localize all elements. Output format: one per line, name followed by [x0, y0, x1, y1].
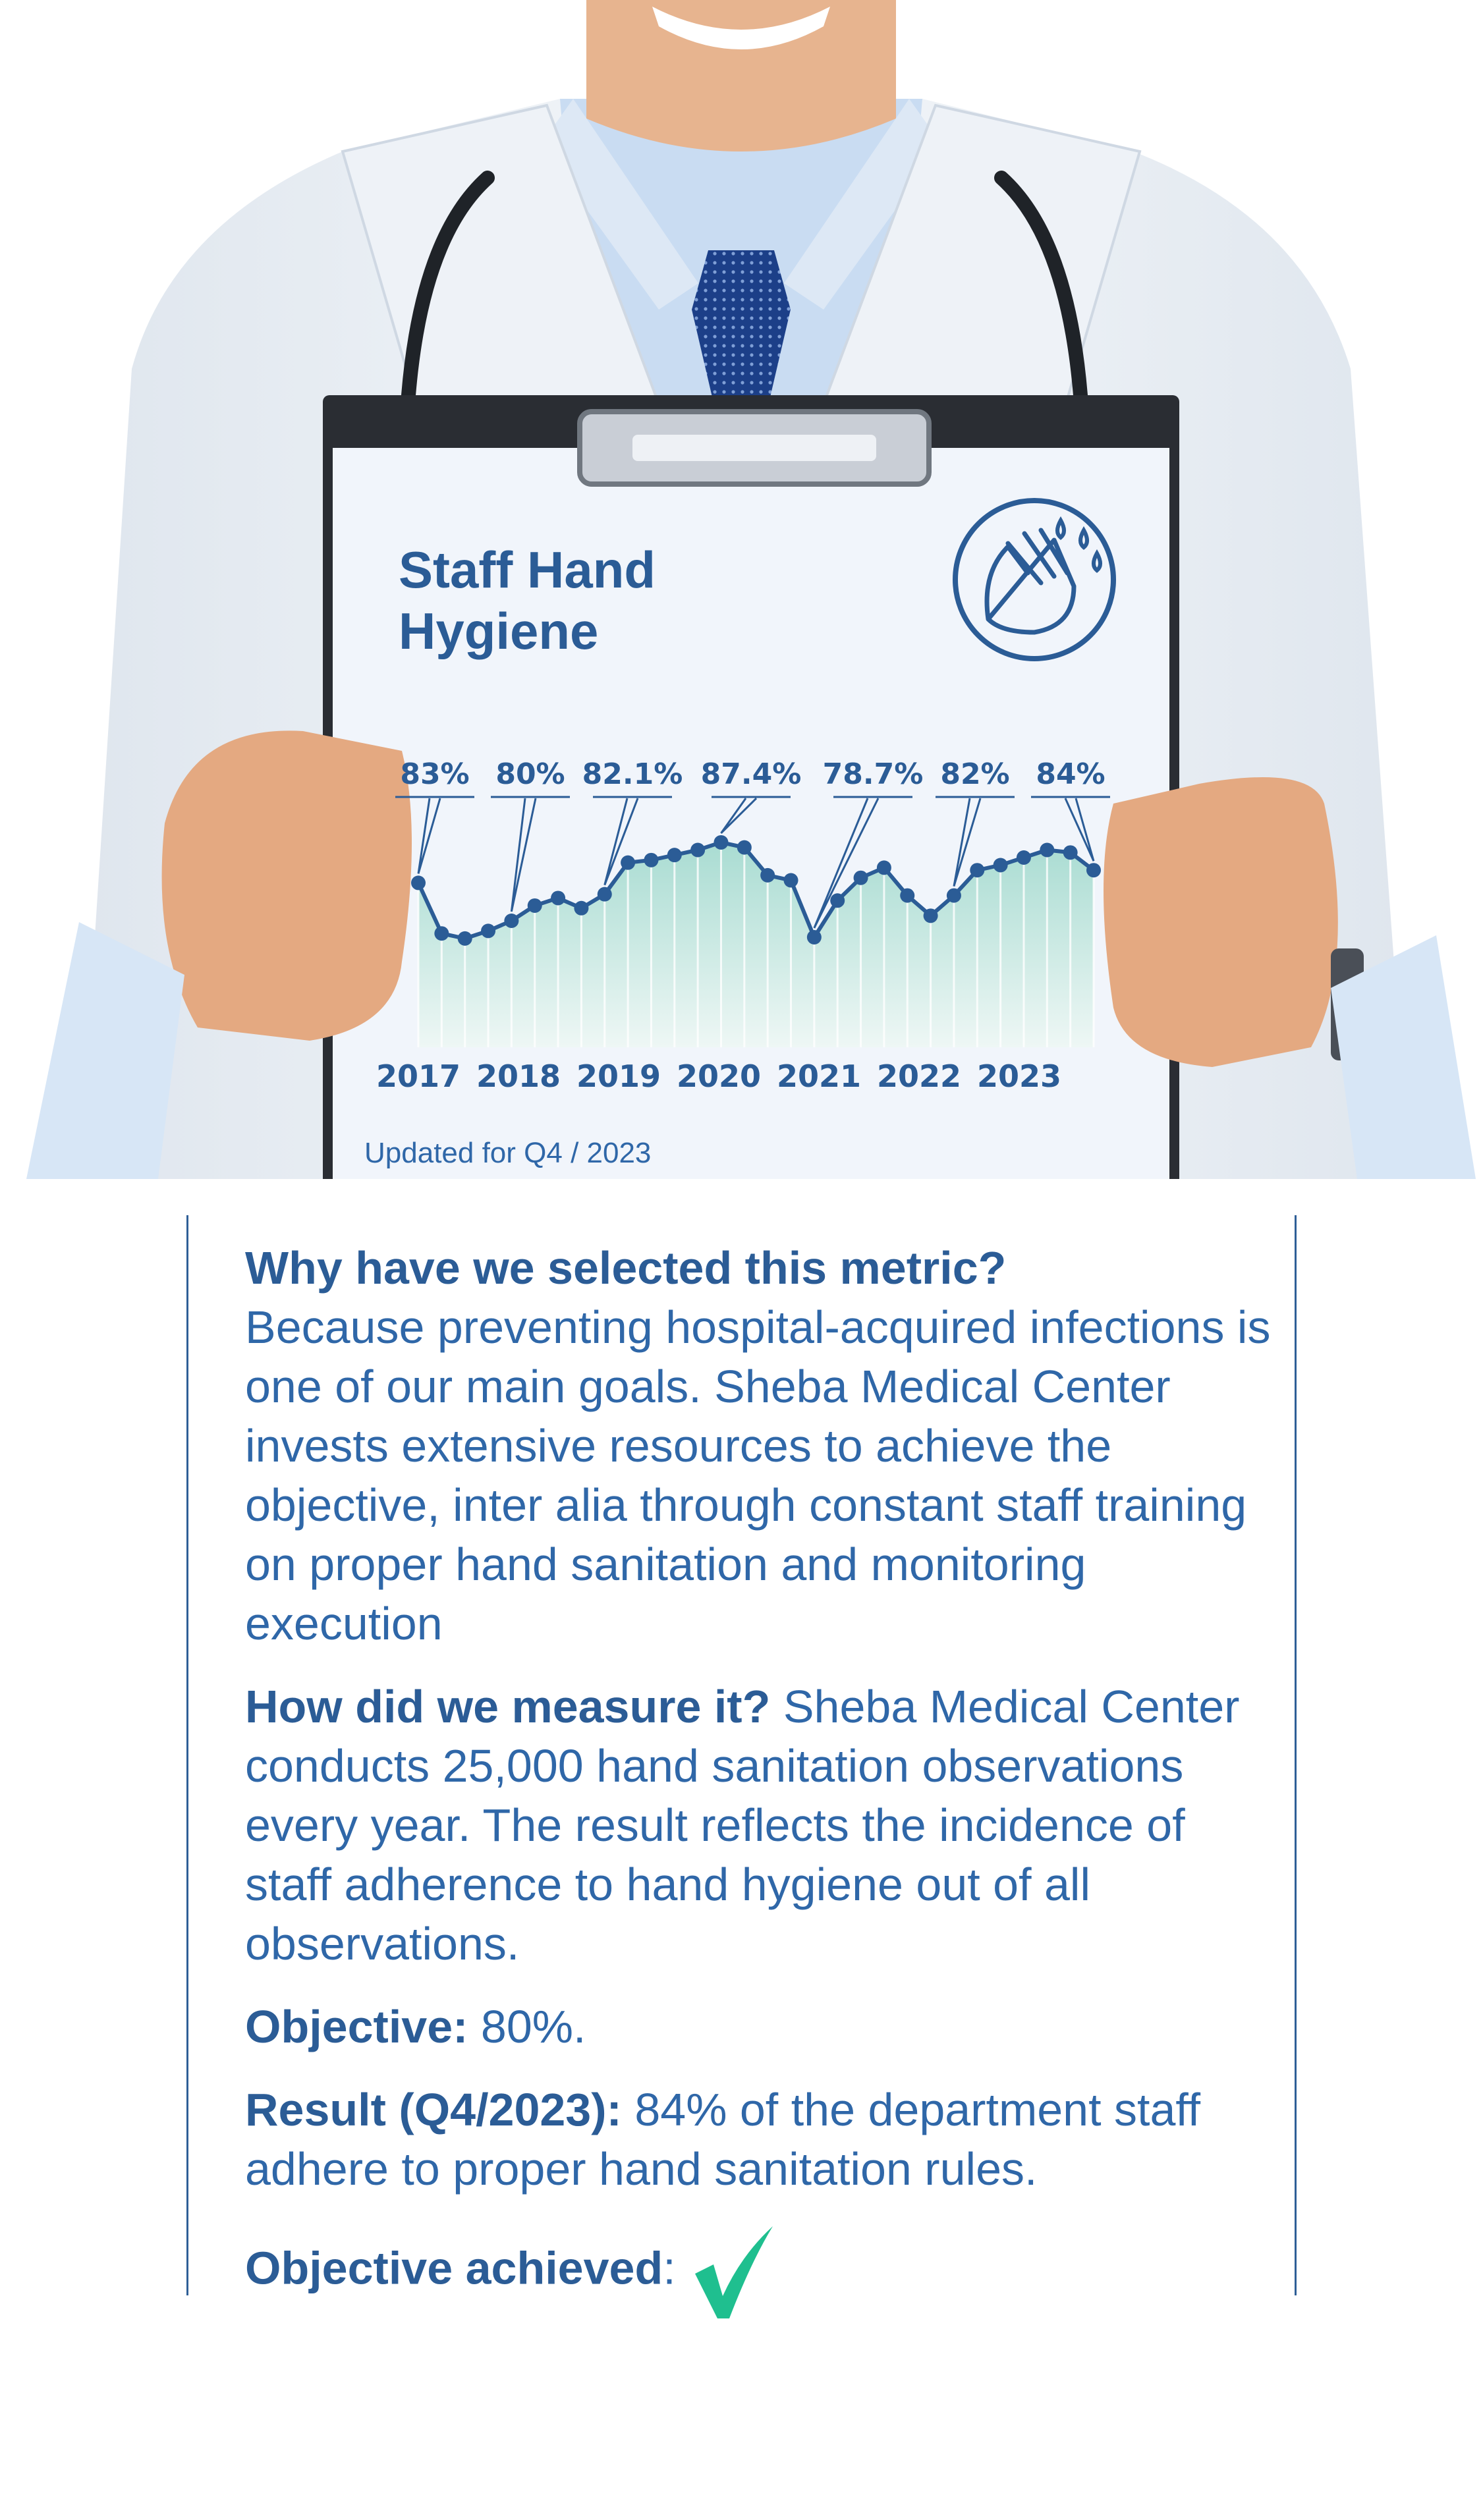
data-point: [737, 840, 752, 855]
x-tick-label: 2021: [776, 1058, 862, 1094]
x-tick-label: 2019: [576, 1058, 661, 1094]
result-text: 84% of the department staff adhere to proper hand sanitation rules.: [245, 2084, 1201, 2195]
data-point: [784, 873, 798, 888]
how-text: Sheba Medical Center conducts 25,000 hand sanitation observations every year. The result reflects the incidence of staff adherence to hand hygiene out of all observations.: [245, 1681, 1240, 1969]
callout-label: 83%: [400, 757, 470, 791]
face: [586, 0, 896, 151]
data-point: [1086, 863, 1101, 877]
x-tick-label: 2018: [476, 1058, 561, 1094]
data-point: [574, 901, 588, 916]
achieved-label: Objective achieved: [245, 2242, 663, 2294]
callout-label: 82.1%: [582, 757, 683, 791]
data-point: [807, 930, 822, 945]
why-label: Why have we selected this metric?: [245, 1242, 1007, 1294]
board-title-line2: Hygiene: [399, 602, 599, 660]
x-tick-label: 2022: [876, 1058, 962, 1094]
right-hand: [1104, 777, 1338, 1067]
checkmark-icon: [688, 2222, 774, 2321]
result-label: Result (Q4/2023):: [245, 2084, 622, 2135]
data-point: [411, 875, 426, 890]
doctor-illustration: [0, 0, 1483, 1179]
x-tick-label: 2017: [376, 1058, 461, 1094]
data-point: [644, 853, 658, 867]
data-point: [504, 914, 518, 928]
left-hand: [162, 730, 412, 1041]
data-point: [528, 898, 542, 913]
x-tick-label: 2020: [676, 1058, 762, 1094]
data-point: [947, 889, 961, 903]
callout-label: 78.7%: [822, 757, 924, 791]
data-point: [877, 860, 891, 875]
data-point: [760, 868, 775, 883]
data-point: [690, 842, 705, 857]
data-point: [924, 908, 938, 923]
callout-label: 87.4%: [700, 757, 802, 791]
data-point: [598, 887, 612, 902]
data-point: [434, 926, 449, 941]
data-point: [714, 835, 728, 850]
data-point: [970, 863, 984, 877]
objective-value: 80%.: [480, 2001, 586, 2052]
how-label: How did we measure it?: [245, 1681, 771, 1732]
clip-inner: [632, 435, 876, 461]
data-point: [900, 889, 914, 903]
data-point: [458, 931, 472, 946]
data-point: [1017, 850, 1031, 865]
data-point: [993, 858, 1008, 873]
data-point: [830, 893, 845, 908]
why-paragraph: [188, 1238, 1295, 1653]
data-point: [854, 871, 868, 885]
callout-label: 84%: [1036, 757, 1105, 791]
data-point: [481, 923, 495, 938]
updated-caption: Updated for Q4 / 2023: [364, 1137, 652, 1169]
why-text: Because preventing hospital-acquired infections is one of our main goals. Sheba Medical Center invests extensive resources to achieve the objective, inter alia through constant staff training on proper hand sanitation and monitoring execution: [245, 1301, 1271, 1649]
data-point: [667, 848, 682, 862]
callout-label: 82%: [940, 757, 1010, 791]
callout-label: 80%: [495, 757, 565, 791]
objective-paragraph: [188, 1997, 1295, 2056]
data-point: [1040, 842, 1054, 857]
objective-label: Objective:: [245, 2001, 468, 2052]
achieved-paragraph: [188, 2222, 1295, 2321]
how-paragraph: [188, 1677, 1295, 1973]
result-paragraph: [188, 2080, 1295, 2199]
data-point: [1063, 845, 1078, 860]
metric-info-panel: [186, 1215, 1297, 2295]
x-tick-label: 2023: [976, 1058, 1062, 1094]
data-point: [621, 856, 635, 870]
data-point: [551, 890, 565, 905]
board-title-line1: Staff Hand: [399, 541, 656, 599]
achieved-colon: :: [663, 2242, 676, 2294]
hero-photo: [0, 0, 1483, 1179]
